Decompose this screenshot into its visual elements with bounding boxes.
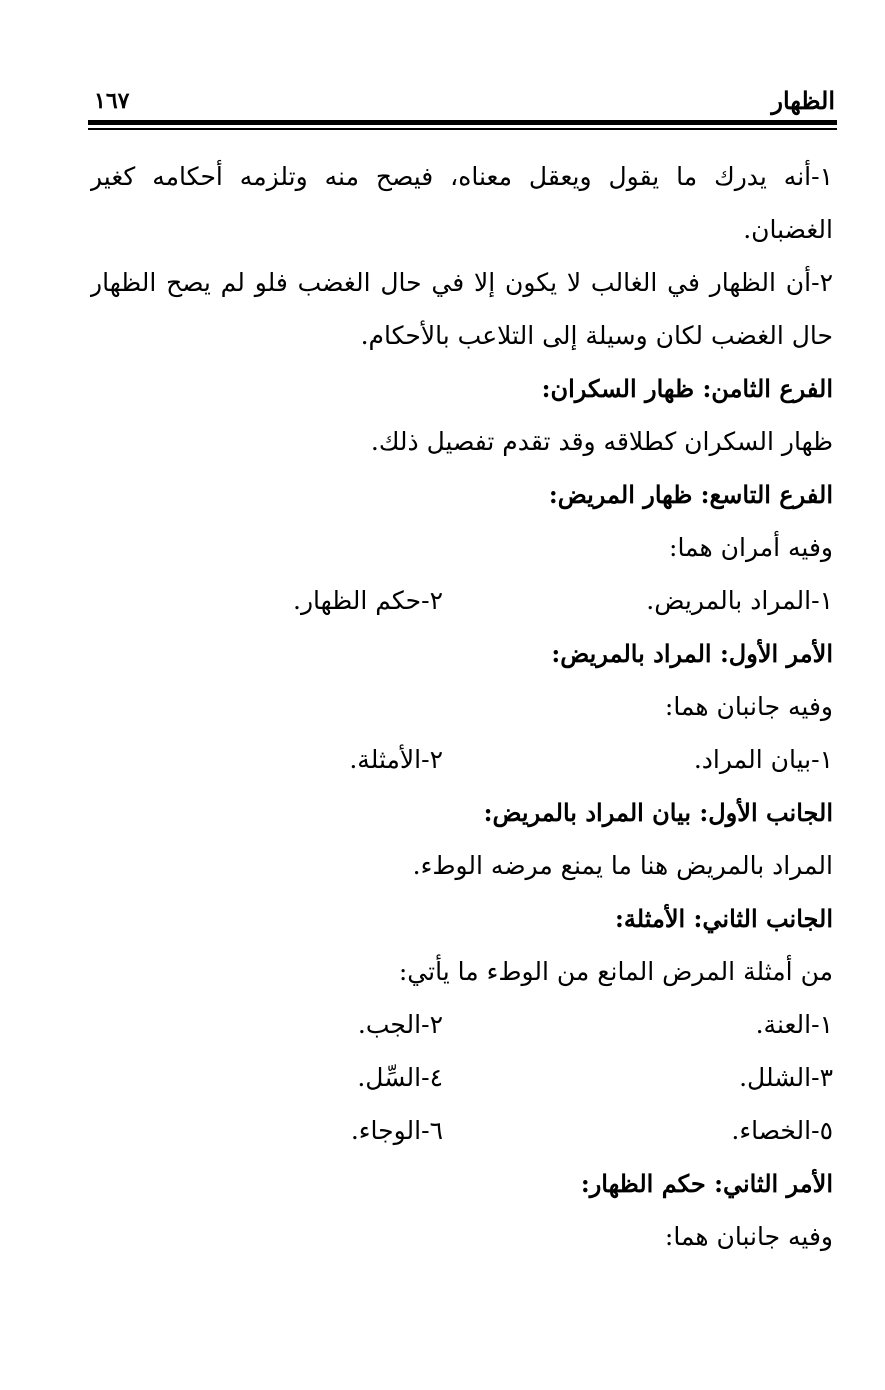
two-column-list-row: [90, 574, 833, 627]
two-column-list-row: [90, 1104, 833, 1157]
page-body: [90, 150, 833, 1263]
list-item: ١-العنة.: [755, 1010, 833, 1039]
list-item: ٣-الشلل.: [739, 1063, 833, 1092]
paragraph-line: وفيه جانبان هما:: [664, 692, 833, 721]
paragraph-line: وفيه أمران هما:: [669, 533, 833, 562]
paragraph-line: المراد بالمريض هنا ما يمنع مرضه الوطء.: [412, 851, 833, 880]
list-item: ١-بيان المراد.: [693, 745, 833, 774]
paragraph-line: ١-أنه يدرك ما يقول ويعقل معناه، فيصح منه وتلزمه أحكامه كغير: [90, 162, 833, 191]
list-item: ٤-السِّل.: [357, 1063, 443, 1092]
section-heading: الجانب الثاني: الأمثلة:: [615, 904, 833, 933]
header-rule-thin: [88, 128, 837, 130]
list-item: ٥-الخصاء.: [731, 1116, 833, 1145]
section-heading: الأمر الثاني: حكم الظهار:: [580, 1169, 833, 1198]
paragraph-line: ٢-أن الظهار في الغالب لا يكون إلا في حال الغضب فلو لم يصح الظهار: [90, 268, 833, 297]
page-number: ١٦٧: [94, 88, 130, 114]
section-heading: الفرع التاسع: ظهار المريض:: [548, 480, 833, 509]
two-column-list-row: [90, 1051, 833, 1104]
section-heading: الأمر الأول: المراد بالمريض:: [551, 639, 833, 668]
section-heading: الجانب الأول: بيان المراد بالمريض:: [483, 798, 833, 827]
paragraph-line: ظهار السكران كطلاقه وقد تقدم تفصيل ذلك.: [370, 427, 833, 456]
two-column-list-row: [90, 733, 833, 786]
paragraph-line: الغضبان.: [743, 215, 833, 244]
list-item: ١-المراد بالمريض.: [646, 586, 833, 615]
paragraph-line: من أمثلة المرض المانع من الوطء ما يأتي:: [398, 957, 833, 986]
paragraph-line: حال الغضب لكان وسيلة إلى التلاعب بالأحكام.: [360, 321, 833, 350]
two-column-list-row: [90, 998, 833, 1051]
header-rule-thick: [88, 120, 837, 125]
list-item: ٦-الوجاء.: [350, 1116, 443, 1145]
running-header: [90, 86, 835, 118]
list-item: ٢-الأمثلة.: [349, 745, 443, 774]
header-title: الظهار: [771, 86, 835, 115]
list-item: ٢-الجب.: [357, 1010, 443, 1039]
list-item: ٢-حكم الظهار.: [293, 586, 443, 615]
paragraph-line: وفيه جانبان هما:: [664, 1222, 833, 1251]
section-heading: الفرع الثامن: ظهار السكران:: [541, 374, 833, 403]
